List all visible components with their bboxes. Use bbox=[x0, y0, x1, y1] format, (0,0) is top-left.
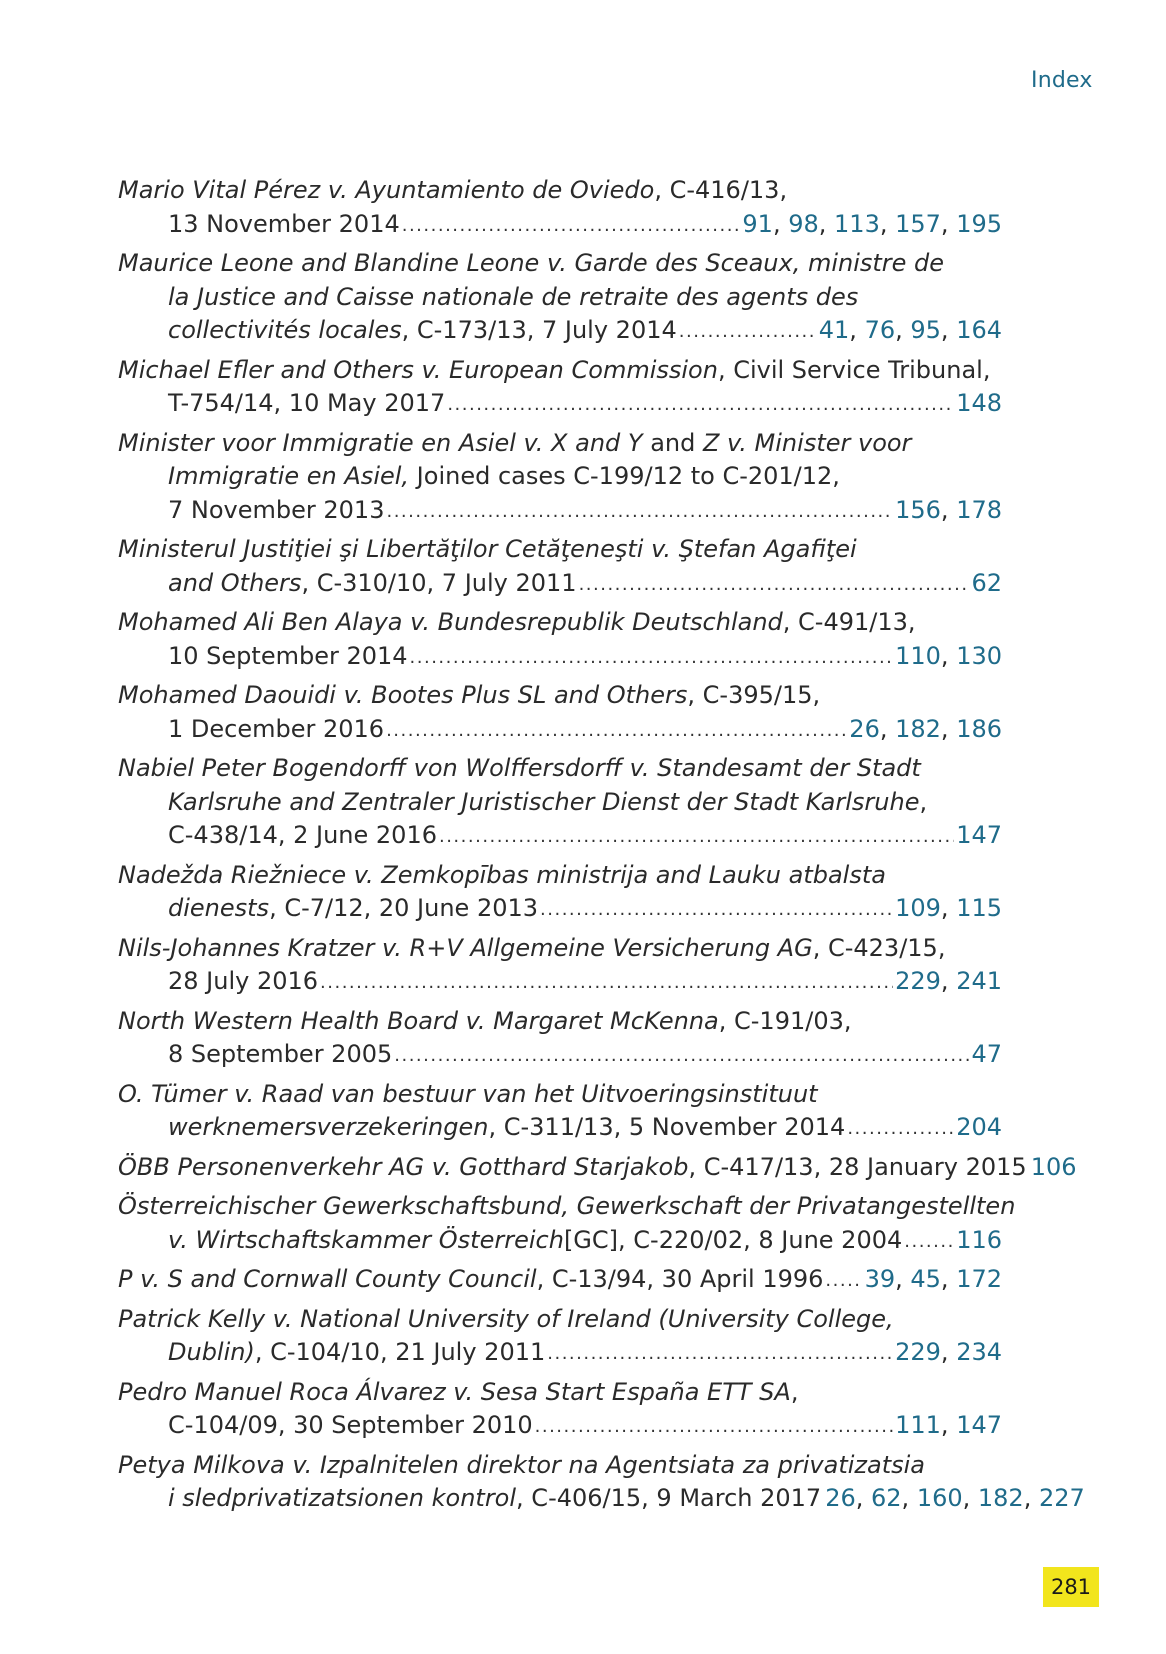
dot-leader bbox=[579, 568, 970, 602]
page-references bbox=[971, 567, 1002, 601]
entry-reference-line bbox=[118, 713, 1002, 749]
page-references: 156, 178 bbox=[895, 495, 1002, 524]
entry-reference-line bbox=[118, 1336, 1002, 1372]
index-entry bbox=[118, 1376, 1002, 1445]
page-link[interactable]: 130 bbox=[956, 641, 1002, 670]
entry-line bbox=[118, 247, 1002, 281]
case-title: v. Wirtschaftskammer Österreich bbox=[168, 1225, 564, 1254]
case-detail: , bbox=[919, 787, 928, 816]
index-entry bbox=[118, 174, 1002, 243]
entry-reference-line bbox=[118, 819, 1002, 855]
case-detail: T-754/14, 10 May 2017 bbox=[168, 389, 446, 417]
case-detail: 7 November 2013 bbox=[168, 495, 385, 524]
page-link[interactable]: 76 bbox=[864, 316, 896, 344]
page-link[interactable]: 26 bbox=[825, 1484, 856, 1512]
page-link[interactable]: 26 bbox=[849, 714, 880, 743]
case-detail: C-438/14, 2 June 2016 bbox=[168, 821, 437, 849]
entry-reference-line bbox=[118, 1111, 1002, 1147]
page-references: 26, 182, 186 bbox=[849, 714, 1002, 743]
page-link[interactable]: 178 bbox=[956, 495, 1002, 524]
index-entry bbox=[118, 533, 1002, 602]
entry-line bbox=[118, 460, 1002, 494]
entry-reference-line bbox=[118, 387, 1002, 423]
entry-line bbox=[118, 1190, 1016, 1224]
case-title: ÖBB Personenverkehr AG v. Gotthard Starjakob bbox=[118, 1152, 689, 1181]
case-title: Mohamed Ali Ben Alaya v. Bundesrepublik Deutschland bbox=[118, 608, 783, 636]
entry-reference-line bbox=[118, 892, 1002, 928]
case-detail: , C-7/12, 20 June 2013 bbox=[269, 894, 539, 922]
page-references bbox=[956, 1224, 1002, 1258]
page-link[interactable]: 109 bbox=[895, 894, 941, 922]
case-title: Maurice Leone and Blandine Leone v. Garde des Sceaux, ministre de bbox=[118, 249, 945, 277]
case-title: Mario Vital Pérez v. Ayuntamiento de Oviedo bbox=[118, 176, 655, 204]
case-detail: , C-417/13, 28 January 2015 bbox=[688, 1152, 1027, 1181]
page-link[interactable]: 204 bbox=[956, 1113, 1002, 1141]
entry-line bbox=[118, 281, 1002, 315]
case-detail: Joined cases C-199/12 to C-201/12, bbox=[409, 462, 840, 490]
case-title: Petya Milkova v. Izpalnitelen direktor na Agentsiata za privatizatsia bbox=[118, 1450, 925, 1479]
case-detail: , C-191/03, bbox=[718, 1006, 852, 1035]
entry-line bbox=[118, 752, 1002, 786]
page-link[interactable]: 172 bbox=[956, 1265, 1002, 1293]
entry-line bbox=[118, 427, 1002, 461]
case-detail: , C-423/15, bbox=[812, 933, 946, 962]
dot-leader bbox=[386, 714, 847, 748]
entry-reference-line bbox=[118, 494, 1002, 530]
index-entry bbox=[118, 859, 1002, 928]
case-detail: [GC], C-220/02, 8 June 2004 bbox=[563, 1225, 903, 1254]
running-head: Index bbox=[1031, 68, 1093, 93]
case-detail: 8 September 2005 bbox=[168, 1040, 393, 1068]
dot-leader bbox=[402, 209, 741, 243]
entry-line bbox=[118, 174, 1002, 208]
case-title: Nabiel Peter Bogendorff von Wolffersdorff v. Standesamt der Stadt bbox=[118, 754, 921, 782]
page-link[interactable]: 147 bbox=[956, 1411, 1002, 1439]
page-number-badge: 281 bbox=[1043, 1567, 1099, 1607]
case-detail: , C-416/13, bbox=[654, 176, 788, 204]
case-detail: and bbox=[642, 428, 703, 457]
dot-leader bbox=[904, 1225, 954, 1259]
index-entry bbox=[118, 1005, 1002, 1074]
page-link[interactable]: 157 bbox=[895, 209, 941, 238]
page-references bbox=[1031, 1151, 1077, 1185]
entry-reference-line bbox=[118, 1038, 1002, 1074]
page-link[interactable]: 227 bbox=[1038, 1484, 1085, 1512]
index-entry bbox=[118, 932, 1002, 1001]
index-entry bbox=[118, 427, 1002, 530]
page-link[interactable]: 229 bbox=[895, 967, 941, 995]
page-references: 111, 147 bbox=[895, 1411, 1002, 1439]
page-references: 91, 98, 113, 157, 195 bbox=[742, 209, 1002, 238]
entry-line bbox=[118, 1376, 1002, 1410]
page-references: 41, 76, 95, 164 bbox=[818, 316, 1002, 344]
case-title: Michael Efler and Others v. European Commission bbox=[118, 355, 718, 384]
index-entry bbox=[118, 1263, 1002, 1299]
case-detail: , Civil Service Tribunal, bbox=[717, 355, 991, 384]
page-link[interactable]: 39 bbox=[864, 1265, 896, 1293]
page-references: 39, 45, 172 bbox=[864, 1265, 1002, 1293]
case-title: i sledprivatizatsionen kontrol bbox=[168, 1484, 517, 1512]
dot-leader bbox=[439, 820, 954, 854]
page-link[interactable]: 47 bbox=[971, 1040, 1002, 1068]
page-link[interactable]: 95 bbox=[910, 316, 941, 344]
page-link[interactable]: 110 bbox=[895, 641, 941, 670]
case-detail: , C-395/15, bbox=[687, 681, 821, 709]
dot-leader bbox=[320, 966, 893, 1000]
dot-leader bbox=[386, 495, 893, 529]
case-title: Immigratie en Asiel, bbox=[168, 462, 410, 490]
case-title: dienests bbox=[168, 894, 270, 922]
entry-line bbox=[118, 1449, 1002, 1483]
case-detail: , C-104/10, 21 July 2011 bbox=[254, 1338, 546, 1366]
entry-line bbox=[118, 932, 1002, 966]
entry-line bbox=[118, 606, 1002, 640]
index-entry bbox=[118, 1449, 1085, 1518]
page-link[interactable]: 147 bbox=[956, 821, 1002, 849]
case-title: Patrick Kelly v. National University of Ireland (University College, bbox=[118, 1304, 894, 1333]
case-detail: , C-173/13, 7 July 2014 bbox=[401, 316, 677, 344]
index-entry bbox=[118, 679, 1002, 748]
page-references: 110, 130 bbox=[895, 641, 1002, 670]
case-title: Mohamed Daouidi v. Bootes Plus SL and Others bbox=[118, 681, 688, 709]
page-link[interactable]: 41 bbox=[818, 316, 850, 344]
case-title: Nadežda Riežniece v. Zemkopības ministrija and Lauku atbalsta bbox=[118, 860, 886, 889]
entry-reference-line bbox=[118, 1409, 1002, 1445]
page-link[interactable]: 195 bbox=[956, 209, 1002, 238]
case-title: werknemersverzekeringen bbox=[168, 1113, 489, 1141]
page-link[interactable]: 186 bbox=[956, 714, 1002, 743]
dot-leader bbox=[825, 1264, 862, 1298]
entry-reference-line bbox=[118, 1263, 1002, 1299]
dot-leader bbox=[540, 893, 893, 927]
page-link[interactable]: 148 bbox=[956, 389, 1002, 417]
case-detail: 10 September 2014 bbox=[168, 641, 408, 670]
entry-line bbox=[118, 533, 1002, 567]
page-link[interactable]: 91 bbox=[742, 209, 773, 238]
case-detail: , C-310/10, 7 July 2011 bbox=[301, 568, 577, 597]
case-detail: , C-406/15, 9 March 2017 bbox=[516, 1484, 822, 1512]
entry-reference-line bbox=[118, 1151, 1077, 1187]
entry-line bbox=[118, 679, 1002, 713]
case-detail: , C-311/13, 5 November 2014 bbox=[488, 1113, 846, 1141]
entry-line bbox=[118, 354, 1002, 388]
page-link[interactable]: 113 bbox=[834, 209, 880, 238]
dot-leader bbox=[679, 315, 817, 349]
page-link[interactable]: 62 bbox=[971, 568, 1002, 597]
page-references: 109, 115 bbox=[895, 894, 1002, 922]
page-link[interactable]: 164 bbox=[956, 316, 1002, 344]
page-references: 26, 62, 160, 182, 227 bbox=[825, 1484, 1085, 1512]
case-detail: 1 December 2016 bbox=[168, 714, 385, 743]
dot-leader bbox=[394, 1039, 969, 1073]
case-detail: , C-13/94, 30 April 1996 bbox=[536, 1265, 824, 1293]
page-references: 229, 234 bbox=[895, 1338, 1002, 1366]
entry-line bbox=[118, 1078, 1002, 1112]
page-link[interactable]: 62 bbox=[871, 1484, 902, 1512]
entry-line bbox=[118, 1303, 1002, 1337]
case-title: Ministerul Justiţiei şi Libertăţilor Cetăţeneşti v. Ştefan Agafiţei bbox=[118, 535, 857, 563]
page-link[interactable]: 182 bbox=[895, 714, 941, 743]
page-references bbox=[971, 1038, 1002, 1072]
case-title: O. Tümer v. Raad van bestuur van het Uitvoeringsinstituut bbox=[118, 1079, 818, 1108]
index-entry bbox=[118, 606, 1002, 675]
case-title: la Justice and Caisse nationale de retraite des agents des bbox=[168, 282, 859, 311]
page-references bbox=[956, 387, 1002, 421]
entry-reference-line bbox=[118, 640, 1002, 676]
case-detail: , bbox=[790, 1377, 799, 1406]
page-references bbox=[956, 1111, 1002, 1145]
case-detail: 13 November 2014 bbox=[168, 209, 400, 238]
case-title: Nils-Johannes Kratzer v. R+V Allgemeine Versicherung AG bbox=[118, 933, 813, 962]
index-list bbox=[118, 174, 1085, 1522]
page-link[interactable]: 160 bbox=[916, 1484, 963, 1512]
dot-leader bbox=[535, 1410, 893, 1444]
case-detail: 28 July 2016 bbox=[168, 967, 319, 995]
index-entry bbox=[118, 1303, 1002, 1372]
page-references bbox=[956, 819, 1002, 853]
page-link[interactable]: 234 bbox=[956, 1338, 1002, 1366]
entry-reference-line bbox=[118, 314, 1002, 350]
dot-leader bbox=[547, 1337, 893, 1371]
entry-line bbox=[118, 859, 1002, 893]
entry-reference-line bbox=[118, 1482, 1085, 1518]
case-title: P v. S and Cornwall County Council bbox=[118, 1265, 537, 1293]
index-entry bbox=[118, 752, 1002, 855]
entry-line bbox=[118, 786, 1002, 820]
case-title: Dublin) bbox=[168, 1338, 255, 1366]
index-entry bbox=[118, 1151, 1077, 1187]
dot-leader bbox=[447, 388, 954, 422]
page-link[interactable]: 98 bbox=[788, 209, 819, 238]
entry-reference-line bbox=[118, 208, 1002, 244]
entry-reference-line bbox=[118, 965, 1002, 1001]
page-link[interactable]: 182 bbox=[977, 1484, 1024, 1512]
page-link[interactable]: 241 bbox=[956, 967, 1002, 995]
case-title: Karlsruhe and Zentraler Juristischer Dienst der Stadt Karlsruhe bbox=[168, 787, 920, 816]
page-link[interactable]: 116 bbox=[956, 1225, 1002, 1254]
page-link[interactable]: 229 bbox=[895, 1338, 941, 1366]
page-link[interactable]: 106 bbox=[1030, 1152, 1077, 1181]
page-link[interactable]: 45 bbox=[910, 1265, 941, 1293]
index-entry bbox=[118, 247, 1002, 350]
page-link[interactable]: 115 bbox=[956, 894, 1002, 922]
case-title: Z v. Minister voor bbox=[702, 428, 912, 457]
entry-reference-line bbox=[118, 1224, 1002, 1260]
case-title: collectivités locales bbox=[168, 316, 402, 344]
case-title: and Others bbox=[168, 568, 302, 597]
index-entry bbox=[118, 1078, 1002, 1147]
page-link[interactable]: 111 bbox=[895, 1411, 941, 1439]
index-entry bbox=[118, 1190, 1016, 1259]
index-entry bbox=[118, 354, 1002, 423]
case-title: North Western Health Board v. Margaret McKenna bbox=[118, 1006, 719, 1035]
dot-leader bbox=[410, 641, 894, 675]
case-title: Pedro Manuel Roca Álvarez v. Sesa Start España ETT SA bbox=[118, 1377, 791, 1406]
entry-reference-line bbox=[118, 567, 1002, 603]
page-references: 229, 241 bbox=[895, 967, 1002, 995]
dot-leader bbox=[847, 1112, 954, 1146]
case-detail: , C-491/13, bbox=[782, 608, 916, 636]
entry-line bbox=[118, 1005, 1002, 1039]
case-detail: C-104/09, 30 September 2010 bbox=[168, 1411, 533, 1439]
page-link[interactable]: 156 bbox=[895, 495, 941, 524]
case-title: Minister voor Immigratie en Asiel v. X and Y bbox=[118, 428, 643, 457]
case-title: Österreichischer Gewerkschaftsbund, Gewerkschaft der Privatangestellten bbox=[118, 1192, 1016, 1220]
